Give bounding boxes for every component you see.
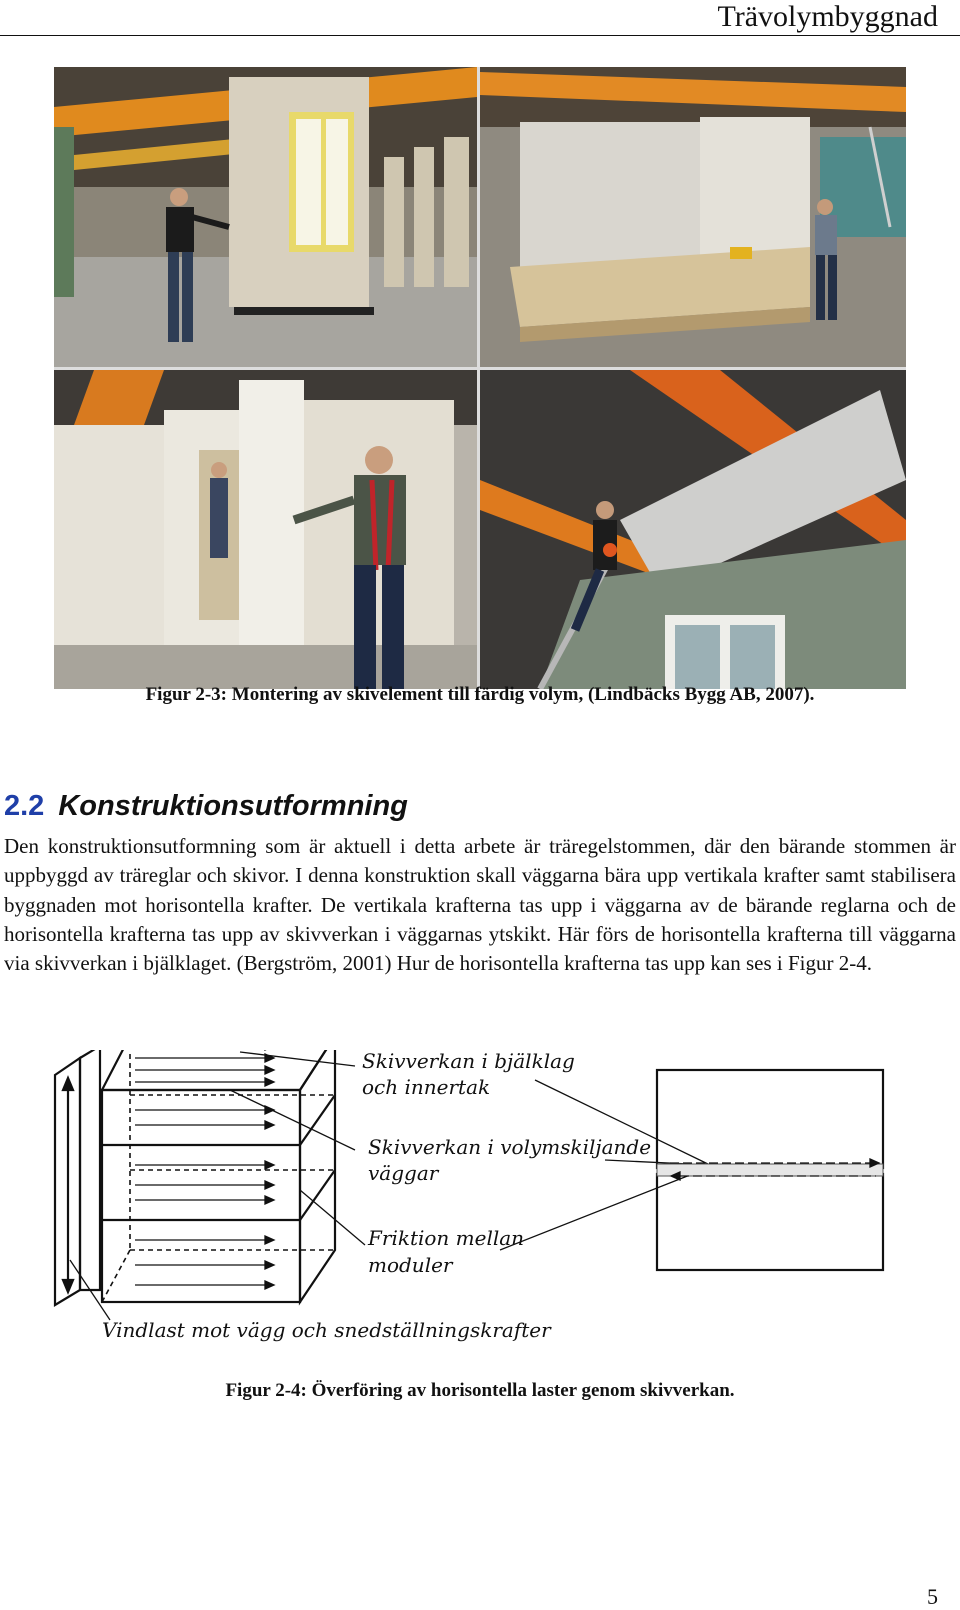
label-friktion-mellan: Friktion mellan <box>368 1226 525 1250</box>
section-title: Konstruktionsutformning <box>58 790 408 822</box>
label-och-innertak: och innertak <box>362 1075 491 1099</box>
photo-collage <box>54 67 906 689</box>
label-vaggar: väggar <box>368 1161 439 1185</box>
module-stack-drawing <box>55 1050 335 1305</box>
label-moduler: moduler <box>368 1253 453 1277</box>
label-vindlast: Vindlast mot vägg och snedställningskrafter <box>102 1318 551 1342</box>
module-joint-detail <box>657 1070 883 1270</box>
photo-interior-walls <box>54 370 477 689</box>
section-number: 2.2 <box>4 790 45 822</box>
figure-diagram-2-4 <box>50 1050 920 1380</box>
section-heading <box>4 790 408 823</box>
running-header: Trävolymbyggnad <box>717 0 938 33</box>
figure-caption-2-4: Figur 2-4: Överföring av horisontella laster genom skivverkan. <box>225 1380 735 1401</box>
header-rule <box>0 35 960 36</box>
photo-ceiling-panel <box>480 370 906 689</box>
photo-module-assembly <box>480 67 906 367</box>
page-number: 5 <box>927 1584 938 1609</box>
figure-caption-2-3: Figur 2-3: Montering av skivelement till färdig volym, (Lindbäcks Bygg AB, 2007). <box>145 684 815 705</box>
label-skivverkan-vaggar: Skivverkan i volymskiljande <box>368 1135 652 1159</box>
label-skivverkan-bjalklag: Skivverkan i bjälklag <box>362 1050 575 1073</box>
photo-wall-lifting <box>54 67 477 367</box>
body-paragraph: Den konstruktionsutformning som är aktuell i detta arbete är träregelstommen, där den bärande stommen är uppbyggd av träreglar och skivor. I denna konstruktion skall väggarna bära upp vertikala krafter samt stabilisera byggnaden mot horisontella krafter. De vertikala krafterna tas upp i väggarna av de bärande reglarna och de horisontella krafterna tas upp av skivverkan i väggarnas ytskikt. Här förs de horisontella krafterna till väggarna via skivverkan i bjälklaget. (Bergström, 2001) Hur de horisontella krafterna tas upp kan ses i Figur 2-4. <box>4 834 956 976</box>
